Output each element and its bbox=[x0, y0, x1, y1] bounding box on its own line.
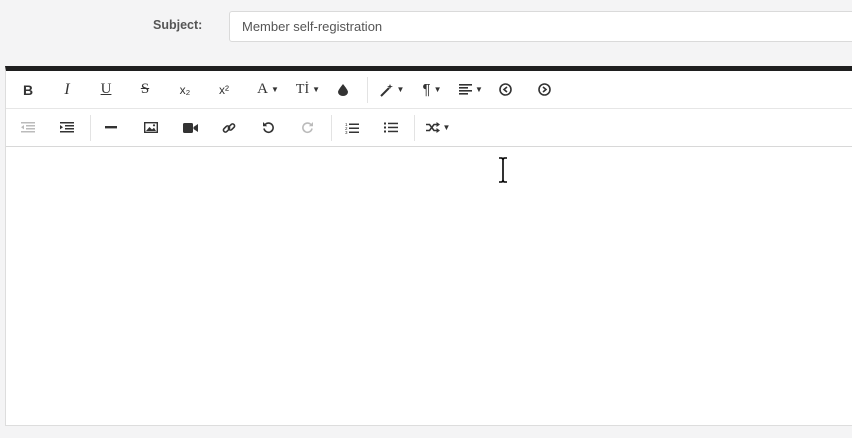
chevron-down-icon: ▼ bbox=[475, 85, 483, 94]
subject-label: Subject: bbox=[153, 18, 203, 32]
redo-icon bbox=[301, 121, 314, 134]
magic-wand-icon bbox=[380, 83, 394, 97]
subject-input[interactable]: Member self-registration bbox=[229, 11, 852, 42]
chevron-down-icon: ▼ bbox=[433, 85, 442, 94]
toolbar-divider bbox=[90, 115, 91, 141]
insert-link-button[interactable] bbox=[213, 109, 245, 146]
bold-button[interactable]: B bbox=[22, 81, 34, 98]
shuffle-icon bbox=[426, 122, 440, 133]
outdent-button[interactable] bbox=[12, 109, 44, 146]
ink-drop-icon bbox=[338, 84, 348, 96]
horizontal-line-icon bbox=[105, 126, 117, 129]
ordered-list-button[interactable] bbox=[336, 109, 368, 146]
svg-text:1: 1 bbox=[345, 121, 348, 127]
toolbar-row-formatting bbox=[6, 71, 852, 109]
bullet-list-icon bbox=[384, 122, 398, 133]
chevron-down-icon: ▼ bbox=[270, 85, 279, 94]
ordered-list-icon bbox=[345, 122, 359, 134]
circle-left-icon bbox=[499, 83, 512, 96]
toolbar-row-insert bbox=[6, 109, 852, 147]
text-cursor-icon bbox=[498, 157, 508, 183]
image-icon bbox=[144, 122, 158, 133]
svg-text:2: 2 bbox=[345, 125, 348, 131]
highlight-button[interactable] bbox=[327, 71, 359, 108]
redo-history-button[interactable] bbox=[528, 71, 560, 108]
bullet-list-button[interactable] bbox=[375, 109, 407, 146]
insert-image-button[interactable] bbox=[135, 109, 167, 146]
indent-button[interactable] bbox=[51, 109, 83, 146]
subject-row bbox=[0, 0, 852, 66]
font-size-dropdown[interactable] bbox=[289, 71, 327, 108]
indent-icon bbox=[60, 122, 74, 133]
svg-text:3: 3 bbox=[345, 129, 348, 134]
redo-button[interactable] bbox=[291, 109, 323, 146]
subscript-button[interactable]: x₂ bbox=[179, 82, 191, 97]
pilcrow-icon: ¶ bbox=[422, 81, 431, 98]
toolbar-divider bbox=[414, 115, 415, 141]
font-color-icon: A bbox=[257, 81, 268, 97]
align-dropdown[interactable] bbox=[452, 71, 490, 108]
outdent-icon bbox=[21, 122, 35, 133]
chevron-down-icon: ▼ bbox=[396, 85, 405, 94]
insert-video-button[interactable] bbox=[174, 109, 206, 146]
rich-text-editor bbox=[5, 66, 852, 426]
strikethrough-button[interactable]: S bbox=[140, 81, 150, 97]
italic-button[interactable]: I bbox=[64, 80, 70, 98]
toolbar-divider bbox=[367, 77, 368, 103]
merge-fields-dropdown[interactable] bbox=[419, 109, 457, 146]
superscript-button[interactable]: x² bbox=[219, 82, 229, 97]
circle-right-icon bbox=[538, 83, 551, 96]
magic-wand-dropdown[interactable] bbox=[374, 71, 410, 108]
undo-icon bbox=[262, 121, 275, 134]
paragraph-dropdown[interactable] bbox=[414, 71, 450, 108]
underline-button[interactable]: U bbox=[100, 81, 112, 97]
undo-button[interactable] bbox=[252, 109, 284, 146]
chevron-down-icon: ▼ bbox=[442, 123, 451, 132]
undo-history-button[interactable] bbox=[489, 71, 521, 108]
font-color-dropdown[interactable] bbox=[250, 71, 286, 108]
toolbar-divider bbox=[331, 115, 332, 141]
align-left-icon bbox=[459, 84, 472, 95]
video-camera-icon bbox=[183, 123, 198, 133]
font-size-icon: Tİ bbox=[295, 81, 310, 97]
chevron-down-icon: ▼ bbox=[312, 85, 321, 94]
horizontal-rule-button[interactable] bbox=[95, 109, 127, 146]
link-icon bbox=[222, 121, 236, 135]
